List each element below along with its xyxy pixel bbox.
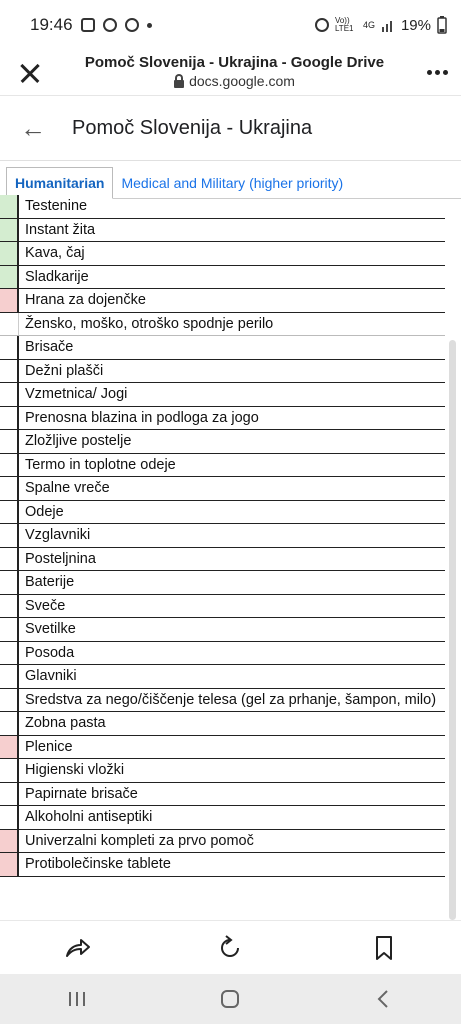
gallery-icon [81,18,95,32]
item-label: Posteljnina [25,550,96,567]
priority-marker [0,830,19,853]
item-label: Vzglavniki [25,527,91,543]
priority-marker [0,783,19,806]
table-row[interactable] [0,501,445,525]
item-label: Baterije [25,574,75,590]
table-row[interactable] [0,642,445,666]
priority-marker [0,242,19,265]
table-row[interactable] [0,712,445,736]
item-label: Univerzalni kompleti za prvo pomoč [25,832,254,849]
table-row[interactable] [0,759,445,783]
system-nav-bar [0,974,461,1024]
item-label: Zobna pasta [25,715,106,731]
item-label: Termo in toplotne odeje [25,456,176,473]
battery-label: 19% [400,16,431,34]
clock: 19:46 [30,15,73,34]
table-row[interactable] [0,195,445,219]
table-row[interactable] [0,665,445,689]
doc-title: Pomoč Slovenija - Ukrajina [72,116,313,139]
url-text: docs.google.com [189,73,295,90]
priority-marker [0,712,19,735]
item-label: Sveče [25,597,66,614]
tab-medical-military[interactable]: Medical and Military (higher priority) [121,175,344,191]
priority-marker [0,289,19,312]
scrollbar[interactable] [449,340,456,920]
table-row[interactable] [0,407,445,431]
sheet-grid [0,195,445,877]
priority-marker [0,571,19,594]
priority-marker [0,477,19,500]
table-row[interactable] [0,618,445,642]
browser-bar [0,50,461,96]
table-row[interactable] [0,571,445,595]
table-row[interactable] [0,336,445,360]
priority-marker [0,595,19,618]
priority-marker [0,689,19,712]
priority-marker [0,219,19,242]
table-row[interactable] [0,736,445,760]
table-row[interactable] [0,830,445,854]
item-label: Kava, čaj [25,245,85,261]
item-label: Dežni plašči [25,362,104,379]
share-icon[interactable] [62,933,92,963]
battery-icon [437,16,447,34]
priority-marker [0,548,19,571]
table-row[interactable] [0,454,445,478]
item-label: Plenice [25,738,73,755]
table-row[interactable] [0,783,445,807]
table-row[interactable] [0,219,445,243]
priority-marker [0,383,19,406]
back-arrow-icon[interactable]: ← [20,112,46,143]
item-label: Brisače [25,339,74,355]
priority-marker [0,195,19,218]
tab-humanitarian[interactable]: Humanitarian [6,167,113,199]
url-block[interactable] [44,54,425,90]
priority-marker [0,642,19,665]
priority-marker [0,618,19,641]
priority-marker [0,759,19,782]
table-row[interactable] [0,289,445,313]
item-label: Spalne vreče [25,480,110,496]
table-row[interactable] [0,383,445,407]
item-label: Vzmetnica/ Jogi [25,386,128,402]
priority-marker [0,736,19,759]
item-label: Žensko, moško, otroško spodnje perilo [25,315,274,332]
bookmark-icon[interactable] [369,933,399,963]
table-row[interactable] [0,360,445,384]
signal-icon [381,18,395,32]
home-icon[interactable] [220,989,240,1009]
item-label: Sredstva za nego/čiščenje telesa (gel za prhanje, šampon, milo) [25,691,437,708]
url-line [44,73,425,91]
table-row[interactable] [0,242,445,266]
recent-apps-icon[interactable] [67,989,87,1009]
table-row[interactable] [0,430,445,454]
priority-marker [0,430,19,453]
sheet-tabs [0,164,461,199]
table-row[interactable] [0,689,445,713]
item-label: Glavniki [25,668,77,684]
network-label: 4G [362,20,375,30]
priority-marker [0,454,19,477]
priority-marker [0,407,19,430]
priority-marker [0,665,19,688]
notification-dot-icon [147,23,152,28]
priority-marker [0,313,19,336]
item-label: Higienski vložki [25,762,125,778]
priority-marker [0,524,19,547]
table-row[interactable] [0,477,445,501]
carrier-label: Vo)) LTE1 [334,16,354,33]
back-icon[interactable] [374,989,394,1009]
item-label: Zložljive postelje [25,433,132,449]
item-label: Testenine [25,198,88,214]
item-label: Svetilke [25,621,76,637]
bottom-toolbar [0,920,461,975]
alarm-icon [103,18,117,32]
item-label: Alkoholni antiseptiki [25,809,153,825]
lock-icon [174,80,184,88]
table-row[interactable] [0,313,445,337]
doc-header [0,96,461,161]
reload-icon[interactable] [215,933,245,963]
alarm-clock-icon [315,18,329,32]
table-row[interactable] [0,266,445,290]
table-row[interactable] [0,806,445,830]
priority-marker [0,266,19,289]
item-label: Papirnate brisače [25,785,138,802]
item-label: Hrana za dojenčke [25,292,146,308]
priority-marker [0,336,19,359]
priority-marker [0,853,19,876]
item-label: Posoda [25,644,75,661]
table-row[interactable] [0,524,445,548]
item-label: Sladkarije [25,268,89,285]
alarm-icon [125,18,139,32]
table-row[interactable] [0,853,445,877]
priority-marker [0,806,19,829]
item-label: Odeje [25,503,64,520]
table-row[interactable] [0,595,445,619]
item-label: Protibolečinske tablete [25,856,171,872]
close-icon[interactable] [16,59,44,87]
more-options-icon[interactable] [425,70,449,75]
table-row[interactable] [0,548,445,572]
item-label: Instant žita [25,221,96,238]
status-bar [0,0,461,50]
browser-title: Pomoč Slovenija - Ukrajina - Google Drive [84,54,385,72]
priority-marker [0,360,19,383]
item-label: Prenosna blazina in podloga za jogo [25,409,259,426]
priority-marker [0,501,19,524]
